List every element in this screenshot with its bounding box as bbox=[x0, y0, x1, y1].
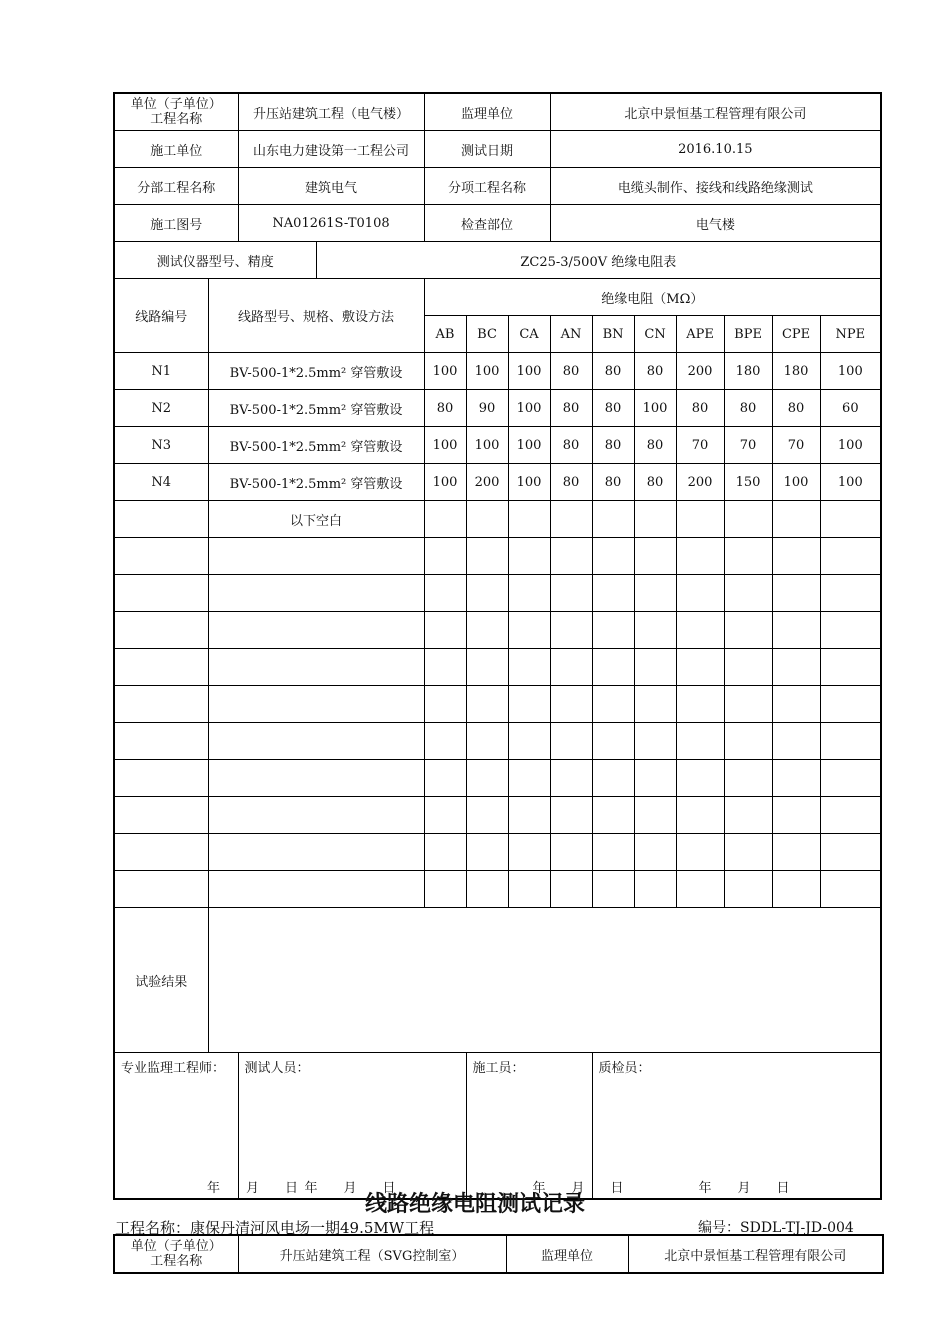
serial-number: 编号：SDDL-TJ-JD-004 bbox=[698, 1220, 854, 1236]
blank-note: 以下空白 bbox=[208, 501, 424, 538]
drawing-label: 施工图号 bbox=[114, 205, 238, 242]
resistance-value: 80 bbox=[424, 390, 466, 427]
empty-table-row bbox=[114, 686, 881, 723]
empty-cell bbox=[772, 612, 820, 649]
test-date-label: 测试日期 bbox=[424, 131, 550, 168]
empty-cell bbox=[466, 834, 508, 871]
empty-cell bbox=[208, 575, 424, 612]
unit-label: 单位（子单位） 工程名称 bbox=[114, 93, 238, 131]
resistance-value: 70 bbox=[772, 427, 820, 464]
empty-cell bbox=[424, 871, 466, 908]
empty-table-row bbox=[114, 797, 881, 834]
phase-header-an: AN bbox=[550, 316, 592, 353]
empty-cell bbox=[676, 871, 724, 908]
unit-value: 升压站建筑工程（电气楼） bbox=[238, 93, 424, 131]
empty-cell bbox=[424, 723, 466, 760]
empty-cell bbox=[634, 649, 676, 686]
empty-cell bbox=[820, 797, 881, 834]
signature-label: 质检员： bbox=[598, 1061, 651, 1076]
resistance-value: 100 bbox=[424, 427, 466, 464]
empty-cell bbox=[724, 834, 772, 871]
resistance-value: 70 bbox=[676, 427, 724, 464]
next-page-title: 线路绝缘电阻测试记录 bbox=[364, 1192, 585, 1217]
empty-cell bbox=[772, 501, 820, 538]
empty-cell bbox=[114, 501, 208, 538]
empty-cell bbox=[550, 871, 592, 908]
empty-cell bbox=[208, 538, 424, 575]
empty-cell bbox=[772, 575, 820, 612]
empty-cell bbox=[114, 834, 208, 871]
empty-cell bbox=[724, 649, 772, 686]
signature-cell bbox=[466, 1053, 624, 1200]
resistance-value: 100 bbox=[424, 464, 466, 501]
signature-label: 施工员： bbox=[472, 1061, 525, 1076]
insulation-test-record-table bbox=[113, 92, 882, 1200]
signature-cell bbox=[592, 1053, 881, 1200]
empty-table-row bbox=[114, 538, 881, 575]
empty-cell bbox=[550, 538, 592, 575]
empty-cell bbox=[634, 538, 676, 575]
resistance-value: 100 bbox=[820, 427, 881, 464]
empty-cell bbox=[820, 760, 881, 797]
resistance-value: 100 bbox=[634, 390, 676, 427]
resistance-value: 80 bbox=[592, 390, 634, 427]
resistance-value: 100 bbox=[508, 390, 550, 427]
signature-cell bbox=[238, 1053, 466, 1200]
resistance-value: 100 bbox=[508, 427, 550, 464]
empty-cell bbox=[508, 686, 550, 723]
empty-cell bbox=[550, 723, 592, 760]
empty-cell bbox=[208, 797, 424, 834]
line-number: N3 bbox=[114, 427, 208, 464]
signature-date: 年 月 日 bbox=[698, 1181, 790, 1196]
resistance-value: 100 bbox=[466, 353, 508, 390]
empty-cell bbox=[724, 871, 772, 908]
line-spec: BV-500-1*2.5mm² 穿管敷设 bbox=[208, 427, 424, 464]
next-page-header-table bbox=[113, 1234, 884, 1274]
phase-header-ab: AB bbox=[424, 316, 466, 353]
empty-cell bbox=[424, 612, 466, 649]
empty-cell bbox=[208, 871, 424, 908]
empty-cell bbox=[208, 723, 424, 760]
empty-cell bbox=[424, 538, 466, 575]
resistance-value: 80 bbox=[634, 353, 676, 390]
empty-cell bbox=[634, 612, 676, 649]
empty-cell bbox=[724, 538, 772, 575]
empty-cell bbox=[772, 797, 820, 834]
empty-cell bbox=[550, 575, 592, 612]
signature-date: 年 月 日 bbox=[532, 1181, 624, 1196]
empty-cell bbox=[114, 575, 208, 612]
empty-cell bbox=[114, 723, 208, 760]
empty-cell bbox=[424, 686, 466, 723]
empty-cell bbox=[634, 834, 676, 871]
line-spec: BV-500-1*2.5mm² 穿管敷设 bbox=[208, 464, 424, 501]
empty-cell bbox=[676, 760, 724, 797]
resistance-value: 80 bbox=[676, 390, 724, 427]
empty-table-row bbox=[114, 612, 881, 649]
resistance-value: 80 bbox=[550, 353, 592, 390]
empty-cell bbox=[820, 723, 881, 760]
empty-cell bbox=[550, 797, 592, 834]
empty-cell bbox=[592, 797, 634, 834]
resistance-value: 80 bbox=[724, 390, 772, 427]
line-spec: BV-500-1*2.5mm² 穿管敷设 bbox=[208, 353, 424, 390]
empty-cell bbox=[208, 612, 424, 649]
empty-cell bbox=[466, 686, 508, 723]
empty-cell bbox=[820, 649, 881, 686]
empty-cell bbox=[592, 834, 634, 871]
empty-cell bbox=[634, 575, 676, 612]
empty-cell bbox=[508, 723, 550, 760]
empty-cell bbox=[424, 834, 466, 871]
empty-cell bbox=[772, 723, 820, 760]
empty-cell bbox=[550, 686, 592, 723]
empty-cell bbox=[676, 575, 724, 612]
empty-cell bbox=[676, 501, 724, 538]
phase-header-ca: CA bbox=[508, 316, 550, 353]
empty-cell bbox=[550, 501, 592, 538]
constructor-value: 山东电力建设第一工程公司 bbox=[238, 131, 424, 168]
empty-cell bbox=[208, 834, 424, 871]
empty-cell bbox=[208, 686, 424, 723]
division-value: 建筑电气 bbox=[238, 168, 424, 205]
empty-cell bbox=[508, 834, 550, 871]
empty-cell bbox=[466, 612, 508, 649]
resistance-value: 150 bbox=[724, 464, 772, 501]
result-row bbox=[114, 908, 881, 1053]
next-supervisor-label: 监理单位 bbox=[506, 1235, 628, 1273]
next-unit-value: 升压站建筑工程（SVG控制室） bbox=[238, 1235, 506, 1273]
empty-cell bbox=[508, 538, 550, 575]
resistance-value: 80 bbox=[634, 427, 676, 464]
empty-cell bbox=[592, 538, 634, 575]
empty-cell bbox=[592, 760, 634, 797]
empty-cell bbox=[772, 871, 820, 908]
resistance-value: 100 bbox=[508, 464, 550, 501]
empty-cell bbox=[466, 649, 508, 686]
phase-header-cn: CN bbox=[634, 316, 676, 353]
empty-cell bbox=[676, 538, 724, 575]
supervisor-label: 监理单位 bbox=[424, 93, 550, 131]
empty-table-row bbox=[114, 575, 881, 612]
constructor-label: 施工单位 bbox=[114, 131, 238, 168]
empty-cell bbox=[634, 797, 676, 834]
empty-cell bbox=[550, 612, 592, 649]
subitem-label: 分项工程名称 bbox=[424, 168, 550, 205]
next-supervisor-value: 北京中景恒基工程管理有限公司 bbox=[628, 1235, 883, 1273]
resistance-value: 80 bbox=[592, 427, 634, 464]
empty-cell bbox=[724, 575, 772, 612]
empty-cell bbox=[724, 501, 772, 538]
empty-cell bbox=[820, 501, 881, 538]
resistance-value: 180 bbox=[724, 353, 772, 390]
empty-cell bbox=[724, 686, 772, 723]
empty-cell bbox=[820, 612, 881, 649]
result-value bbox=[208, 908, 881, 1053]
empty-cell bbox=[724, 797, 772, 834]
empty-cell bbox=[114, 538, 208, 575]
location-value: 电气楼 bbox=[550, 205, 881, 242]
empty-cell bbox=[634, 501, 676, 538]
empty-cell bbox=[508, 649, 550, 686]
drawing-value: NA01261S-T0108 bbox=[238, 205, 424, 242]
empty-cell bbox=[424, 797, 466, 834]
empty-cell bbox=[676, 797, 724, 834]
empty-cell bbox=[466, 797, 508, 834]
resistance-value: 70 bbox=[724, 427, 772, 464]
empty-cell bbox=[592, 575, 634, 612]
empty-table-row bbox=[114, 723, 881, 760]
instrument-value: ZC25-3/500V 绝缘电阻表 bbox=[316, 242, 881, 279]
test-date-value: 2016.10.15 bbox=[550, 131, 881, 168]
resistance-value: 80 bbox=[550, 464, 592, 501]
empty-cell bbox=[676, 686, 724, 723]
empty-cell bbox=[772, 686, 820, 723]
empty-cell bbox=[466, 871, 508, 908]
resistance-value: 80 bbox=[634, 464, 676, 501]
empty-cell bbox=[424, 575, 466, 612]
insulation-resistance-header: 绝缘电阻（MΩ） bbox=[424, 279, 881, 316]
empty-cell bbox=[508, 575, 550, 612]
empty-cell bbox=[772, 834, 820, 871]
empty-cell bbox=[772, 760, 820, 797]
line-number: N2 bbox=[114, 390, 208, 427]
empty-cell bbox=[508, 612, 550, 649]
resistance-value: 60 bbox=[820, 390, 881, 427]
empty-cell bbox=[424, 501, 466, 538]
resistance-value: 100 bbox=[820, 464, 881, 501]
resistance-value: 100 bbox=[424, 353, 466, 390]
empty-cell bbox=[466, 501, 508, 538]
resistance-value: 180 bbox=[772, 353, 820, 390]
empty-table-row bbox=[114, 834, 881, 871]
empty-cell bbox=[676, 612, 724, 649]
resistance-value: 100 bbox=[820, 353, 881, 390]
empty-cell bbox=[508, 871, 550, 908]
empty-cell bbox=[634, 723, 676, 760]
empty-table-row bbox=[114, 649, 881, 686]
table-row bbox=[114, 353, 881, 390]
resistance-value: 200 bbox=[676, 464, 724, 501]
phase-header-bc: BC bbox=[466, 316, 508, 353]
line-spec-header: 线路型号、规格、敷设方法 bbox=[208, 279, 424, 353]
empty-cell bbox=[676, 723, 724, 760]
empty-cell bbox=[820, 686, 881, 723]
signature-date: 年 月 日 bbox=[207, 1181, 299, 1196]
empty-cell bbox=[114, 760, 208, 797]
phase-header-ape: APE bbox=[676, 316, 724, 353]
empty-cell bbox=[114, 649, 208, 686]
empty-cell bbox=[592, 501, 634, 538]
location-label: 检查部位 bbox=[424, 205, 550, 242]
resistance-value: 100 bbox=[772, 464, 820, 501]
empty-cell bbox=[724, 612, 772, 649]
empty-cell bbox=[508, 797, 550, 834]
empty-cell bbox=[550, 760, 592, 797]
subitem-value: 电缆头制作、接线和线路绝缘测试 bbox=[550, 168, 881, 205]
empty-cell bbox=[592, 649, 634, 686]
resistance-value: 200 bbox=[466, 464, 508, 501]
phase-header-bpe: BPE bbox=[724, 316, 772, 353]
table-row bbox=[114, 464, 881, 501]
empty-cell bbox=[592, 686, 634, 723]
empty-cell bbox=[550, 649, 592, 686]
signature-date: 年 月 日 bbox=[304, 1181, 396, 1196]
division-label: 分部工程名称 bbox=[114, 168, 238, 205]
next-unit-label: 单位（子单位） 工程名称 bbox=[114, 1235, 238, 1273]
resistance-value: 80 bbox=[550, 427, 592, 464]
signature-label: 专业监理工程师： bbox=[121, 1061, 226, 1076]
line-number: N4 bbox=[114, 464, 208, 501]
empty-cell bbox=[724, 723, 772, 760]
instrument-label: 测试仪器型号、精度 bbox=[114, 242, 316, 279]
empty-cell bbox=[592, 723, 634, 760]
empty-cell bbox=[466, 760, 508, 797]
empty-cell bbox=[724, 760, 772, 797]
empty-cell bbox=[550, 834, 592, 871]
empty-cell bbox=[114, 797, 208, 834]
signature-row bbox=[114, 1053, 881, 1200]
empty-cell bbox=[424, 760, 466, 797]
result-label: 试验结果 bbox=[114, 908, 208, 1053]
empty-cell bbox=[208, 649, 424, 686]
empty-cell bbox=[508, 760, 550, 797]
empty-cell bbox=[114, 871, 208, 908]
empty-cell bbox=[466, 723, 508, 760]
empty-cell bbox=[676, 649, 724, 686]
line-spec: BV-500-1*2.5mm² 穿管敷设 bbox=[208, 390, 424, 427]
resistance-value: 100 bbox=[466, 427, 508, 464]
empty-cell bbox=[466, 538, 508, 575]
empty-cell bbox=[634, 760, 676, 797]
resistance-value: 80 bbox=[592, 353, 634, 390]
empty-cell bbox=[772, 649, 820, 686]
empty-cell bbox=[208, 760, 424, 797]
table-row bbox=[114, 427, 881, 464]
phase-header-cpe: CPE bbox=[772, 316, 820, 353]
line-number: N1 bbox=[114, 353, 208, 390]
empty-cell bbox=[820, 538, 881, 575]
resistance-value: 90 bbox=[466, 390, 508, 427]
signature-label: 测试人员： bbox=[244, 1061, 310, 1076]
supervisor-value: 北京中景恒基工程管理有限公司 bbox=[550, 93, 881, 131]
empty-cell bbox=[466, 575, 508, 612]
empty-cell bbox=[772, 538, 820, 575]
empty-cell bbox=[820, 871, 881, 908]
empty-cell bbox=[592, 612, 634, 649]
empty-cell bbox=[114, 612, 208, 649]
empty-table-row bbox=[114, 871, 881, 908]
empty-cell bbox=[508, 501, 550, 538]
resistance-value: 80 bbox=[550, 390, 592, 427]
resistance-value: 80 bbox=[772, 390, 820, 427]
empty-cell bbox=[424, 649, 466, 686]
empty-cell bbox=[592, 871, 634, 908]
empty-cell bbox=[820, 575, 881, 612]
phase-header-npe: NPE bbox=[820, 316, 881, 353]
resistance-value: 80 bbox=[592, 464, 634, 501]
table-row bbox=[114, 390, 881, 427]
line-number-header: 线路编号 bbox=[114, 279, 208, 353]
empty-table-row bbox=[114, 501, 881, 538]
empty-cell bbox=[676, 834, 724, 871]
resistance-value: 100 bbox=[508, 353, 550, 390]
project-name: 工程名称：康保丹清河风电场一期49.5MW工程 bbox=[115, 1219, 435, 1237]
empty-cell bbox=[634, 871, 676, 908]
empty-cell bbox=[114, 686, 208, 723]
empty-cell bbox=[820, 834, 881, 871]
resistance-value: 200 bbox=[676, 353, 724, 390]
empty-table-row bbox=[114, 760, 881, 797]
phase-header-bn: BN bbox=[592, 316, 634, 353]
empty-cell bbox=[634, 686, 676, 723]
